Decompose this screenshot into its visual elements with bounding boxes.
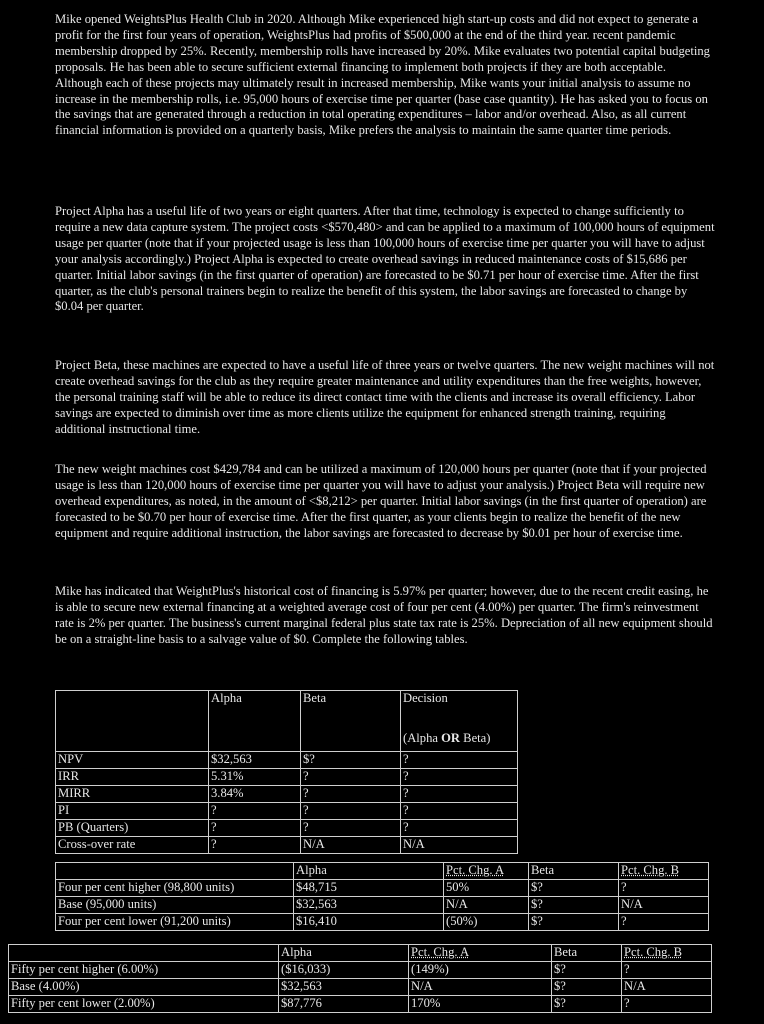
beta-value: ? bbox=[301, 786, 401, 803]
header-pct-chg-b: Pct. Chg. B bbox=[619, 863, 709, 880]
table-row bbox=[56, 786, 518, 803]
beta-value: $? bbox=[529, 914, 619, 931]
table-row bbox=[9, 962, 712, 979]
pct-chg-b-value: ? bbox=[619, 880, 709, 897]
beta-value: N/A bbox=[301, 837, 401, 854]
table-row bbox=[56, 803, 518, 820]
pct-chg-b-value: ? bbox=[622, 996, 712, 1013]
alpha-value: $32,563 bbox=[294, 897, 444, 914]
row-label: Cross-over rate bbox=[56, 837, 209, 854]
header-pct-chg-a: Pct. Chg. A bbox=[444, 863, 529, 880]
row-label: IRR bbox=[56, 769, 209, 786]
table-row bbox=[56, 863, 709, 880]
header-blank bbox=[9, 945, 279, 962]
row-label: Base (95,000 units) bbox=[56, 897, 294, 914]
header-beta: Beta bbox=[301, 691, 401, 752]
pct-chg-a-value: N/A bbox=[444, 897, 529, 914]
decision-title: Decision bbox=[403, 691, 448, 705]
alpha-value: $32,563 bbox=[279, 979, 409, 996]
beta-value: ? bbox=[301, 803, 401, 820]
beta-value: ? bbox=[301, 769, 401, 786]
header-pct-chg-a: Pct. Chg. A bbox=[409, 945, 552, 962]
row-label: NPV bbox=[56, 752, 209, 769]
header-beta: Beta bbox=[529, 863, 619, 880]
decision-table-header bbox=[56, 691, 518, 752]
row-label: MIRR bbox=[56, 786, 209, 803]
decision-table bbox=[55, 690, 518, 854]
header-beta: Beta bbox=[552, 945, 622, 962]
table-row bbox=[9, 996, 712, 1013]
alpha-value: ($16,033) bbox=[279, 962, 409, 979]
decision-value: ? bbox=[401, 752, 518, 769]
alpha-value: 5.31% bbox=[209, 769, 301, 786]
beta-value: $? bbox=[552, 996, 622, 1013]
pct-chg-a-value: 50% bbox=[444, 880, 529, 897]
beta-value: ? bbox=[301, 820, 401, 837]
pct-chg-a-value: (149%) bbox=[409, 962, 552, 979]
pct-chg-a-value: 170% bbox=[409, 996, 552, 1013]
beta-value: $? bbox=[552, 962, 622, 979]
paragraph-financing: Mike has indicated that WeightPlus's historical cost of financing is 5.97% per quarter; however, due to the recent credit easing, he is able to secure new external financing at a weighted average cost of four per cent (4.00%) per quarter. The firm's reinvestment rate is 2% per quarter. The business's current marginal federal plus state tax rate is 25%. Depreciation of all new equipment should be on a straight-line basis to a salvage value of $0. Complete the following tables. bbox=[55, 584, 713, 646]
beta-value: $? bbox=[529, 897, 619, 914]
header-blank bbox=[56, 863, 294, 880]
decision-value: ? bbox=[401, 803, 518, 820]
alpha-value: ? bbox=[209, 803, 301, 820]
volume-sensitivity-table bbox=[55, 862, 709, 931]
row-label: Four per cent lower (91,200 units) bbox=[56, 914, 294, 931]
decision-value: ? bbox=[401, 769, 518, 786]
table-row bbox=[56, 880, 709, 897]
table-row bbox=[9, 945, 712, 962]
alpha-value: $48,715 bbox=[294, 880, 444, 897]
pct-chg-b-value: N/A bbox=[619, 897, 709, 914]
pct-chg-b-value: ? bbox=[622, 962, 712, 979]
table-row bbox=[9, 979, 712, 996]
pct-chg-b-value: N/A bbox=[622, 979, 712, 996]
paragraph-project-alpha: Project Alpha has a useful life of two years or eight quarters. After that time, technology is expected to change sufficiently to require a new data capture system. The project costs <$570,480> and can be applied to a maximum of 100,000 hours of equipment usage per quarter (note that if your projected usage is less than 100,000 hours of exercise time per quarter you will have to adjust your analysis accordingly.) Project Alpha is expected to create overhead savings in reduced maintenance costs of $15,686 per quarter. Initial labor savings (in the first quarter of operation) are forecasted to be $0.71 per hour of exercise time. After the first quarter, as the club's personal trainers begin to realize the benefit of this system, the labor savings are forecasted to change by $0.04 per quarter. bbox=[55, 204, 715, 314]
beta-value: $? bbox=[301, 752, 401, 769]
row-label: Fifty per cent higher (6.00%) bbox=[9, 962, 279, 979]
paragraph-beta-costs: The new weight machines cost $429,784 and can be utilized a maximum of 120,000 hours per quarter (note that if your projected usage is less than 120,000 hours of exercise time per quarter you will have to adjust your analysis.) Project Beta will require new overhead expenditures, as noted, in the amount of <$8,212> per quarter. Initial labor savings (in the first quarter of operation) are forecasted to be $0.70 per hour of exercise time. After the first quarter, as your clients begin to realize the benefit of the new equipment and require additional instruction, the labor savings are forecasted to decrease by $0.01 per hour of exercise time. bbox=[55, 462, 707, 540]
pct-chg-a-value: (50%) bbox=[444, 914, 529, 931]
alpha-value: 3.84% bbox=[209, 786, 301, 803]
alpha-value: $32,563 bbox=[209, 752, 301, 769]
decision-value: ? bbox=[401, 786, 518, 803]
header-pct-chg-b: Pct. Chg. B bbox=[622, 945, 712, 962]
row-label: PB (Quarters) bbox=[56, 820, 209, 837]
alpha-value: $87,776 bbox=[279, 996, 409, 1013]
table-row bbox=[56, 837, 518, 854]
table-row bbox=[56, 752, 518, 769]
rate-sensitivity-table bbox=[8, 944, 712, 1013]
beta-value: $? bbox=[552, 979, 622, 996]
decision-value: ? bbox=[401, 820, 518, 837]
decision-value: N/A bbox=[401, 837, 518, 854]
header-alpha: Alpha bbox=[209, 691, 301, 752]
header-decision bbox=[401, 691, 518, 752]
table-row bbox=[56, 897, 709, 914]
paragraph-intro: Mike opened WeightsPlus Health Club in 2020. Although Mike experienced high start-up costs and did not expect to generate a profit for the first four years of operation, WeightsPlus had profits of $500,000 at the end of the third year. recent pandemic membership dropped by 25%. Recently, membership rolls have increased by 20%. Mike evaluates two potential capital budgeting proposals. He has been able to secure sufficient external financing to implement both projects if they are both acceptable. Although each of these projects may ultimately result in increased membership, Mike wants your initial analysis to assume no increase in the membership rolls, i.e. 95,000 hours of exercise time per quarter (base case quantity). He has asked you to focus on the savings that are generated through a reduction in total operating expenditures – labor and/or overhead. Also, as all current financial information is provided on a quarterly basis, Mike prefers the analysis to maintain the same quarter time periods. bbox=[55, 12, 710, 138]
row-label: Base (4.00%) bbox=[9, 979, 279, 996]
row-label: Four per cent higher (98,800 units) bbox=[56, 880, 294, 897]
table-row bbox=[56, 769, 518, 786]
decision-subtitle: (Alpha OR Beta) bbox=[403, 731, 491, 745]
row-label: Fifty per cent lower (2.00%) bbox=[9, 996, 279, 1013]
alpha-value: $16,410 bbox=[294, 914, 444, 931]
pct-chg-b-value: ? bbox=[619, 914, 709, 931]
alpha-value: ? bbox=[209, 837, 301, 854]
beta-value: $? bbox=[529, 880, 619, 897]
row-label: PI bbox=[56, 803, 209, 820]
pct-chg-a-value: N/A bbox=[409, 979, 552, 996]
table-row bbox=[56, 820, 518, 837]
header-blank bbox=[56, 691, 209, 752]
paragraph-project-beta: Project Beta, these machines are expected to have a useful life of three years or twelve quarters. The new weight machines will not create overhead savings for the club as they require greater maintenance and utility expenditures than the free weights, however, the personal training staff will be able to reduce its direct contact time with the clients and increase its overall efficiency. Labor savings are expected to diminish over time as more clients utilize the equipment for enhanced strength training, requiring additional instructional time. bbox=[55, 358, 715, 436]
alpha-value: ? bbox=[209, 820, 301, 837]
table-row bbox=[56, 914, 709, 931]
header-alpha: Alpha bbox=[279, 945, 409, 962]
header-alpha: Alpha bbox=[294, 863, 444, 880]
